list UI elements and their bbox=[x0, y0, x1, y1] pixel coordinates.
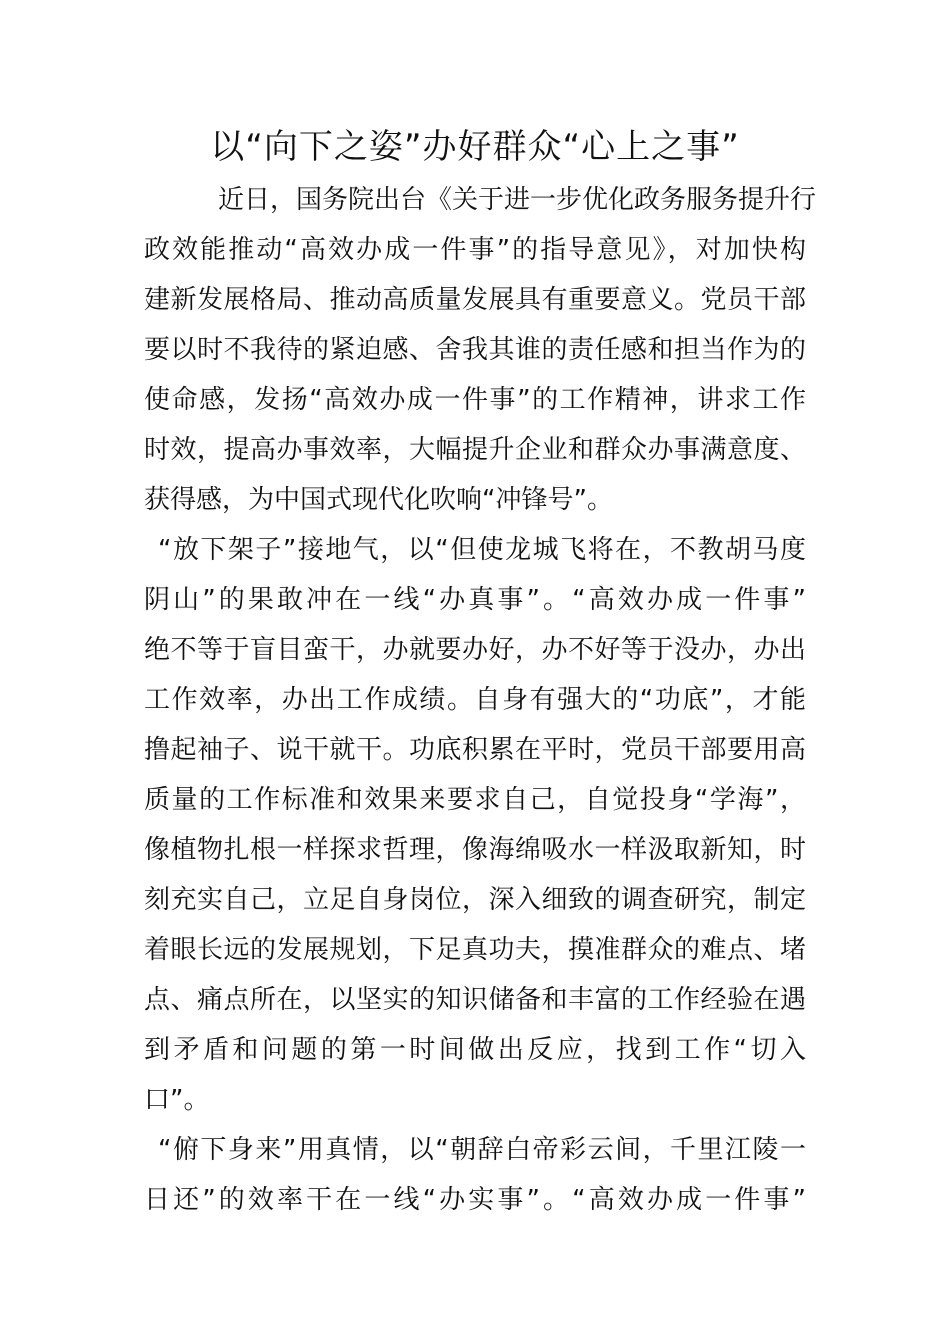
paragraph-1-line-7: 获得感，为中国式现代化吹响“冲锋号”。 bbox=[144, 485, 613, 515]
paragraph-2-line-10: 点、痛点所在，以坚实的知识储备和丰富的工作经验在遇 bbox=[144, 985, 806, 1015]
paragraph-1-line-6: 时效，提高办事效率，大幅提升企业和群众办事满意度、 bbox=[144, 435, 806, 465]
paragraph-1-line-2: 政效能推动“高效办成一件事”的指导意见》，对加快构 bbox=[144, 235, 806, 265]
paragraph-1-line-3: 建新发展格局、推动高质量发展具有重要意义。党员干部 bbox=[144, 285, 806, 315]
paragraph-3-line-1: “俯下身来”用真情，以“朝辞白帝彩云间，千里江陵一 bbox=[158, 1135, 806, 1165]
paragraph-1-line-5: 使命感，发扬“高效办成一件事”的工作精神，讲求工作 bbox=[144, 385, 806, 415]
paragraph-2-line-1: “放下架子”接地气，以“但使龙城飞将在，不教胡马度 bbox=[158, 535, 806, 565]
paragraph-2-line-8: 刻充实自己，立足自身岗位，深入细致的调查研究，制定 bbox=[144, 885, 806, 915]
paragraph-2-line-2: 阴山”的果敢冲在一线“办真事”。“高效办成一件事” bbox=[144, 585, 806, 615]
paragraph-1-line-4: 要以时不我待的紧迫感、舍我其谁的责任感和担当作为的 bbox=[144, 335, 806, 365]
paragraph-2-line-5: 撸起袖子、说干就干。功底积累在平时，党员干部要用高 bbox=[144, 735, 806, 765]
paragraph-2-line-3: 绝不等于盲目蛮干，办就要办好，办不好等于没办，办出 bbox=[144, 635, 806, 665]
paragraph-2-line-12: 口”。 bbox=[144, 1085, 210, 1115]
paragraph-2-line-7: 像植物扎根一样探求哲理，像海绵吸水一样汲取新知，时 bbox=[144, 835, 806, 865]
paragraph-1-line-1: 近日，国务院出台《关于进一步优化政务服务提升行 bbox=[218, 185, 817, 215]
paragraph-3-line-2: 日还”的效率干在一线“办实事”。“高效办成一件事” bbox=[144, 1185, 806, 1215]
paragraph-2-line-11: 到矛盾和问题的第一时间做出反应，找到工作“切入 bbox=[144, 1035, 806, 1065]
paragraph-2-line-9: 着眼长远的发展规划，下足真功夫，摸准群众的难点、堵 bbox=[144, 935, 806, 965]
paragraph-2-line-6: 质量的工作标准和效果来要求自己，自觉投身“学海”， bbox=[144, 785, 806, 815]
paragraph-2-line-4: 工作效率，办出工作成绩。自身有强大的“功底”，才能 bbox=[144, 685, 806, 715]
document-title: 以“向下之姿”办好群众“心上之事” bbox=[210, 127, 740, 167]
